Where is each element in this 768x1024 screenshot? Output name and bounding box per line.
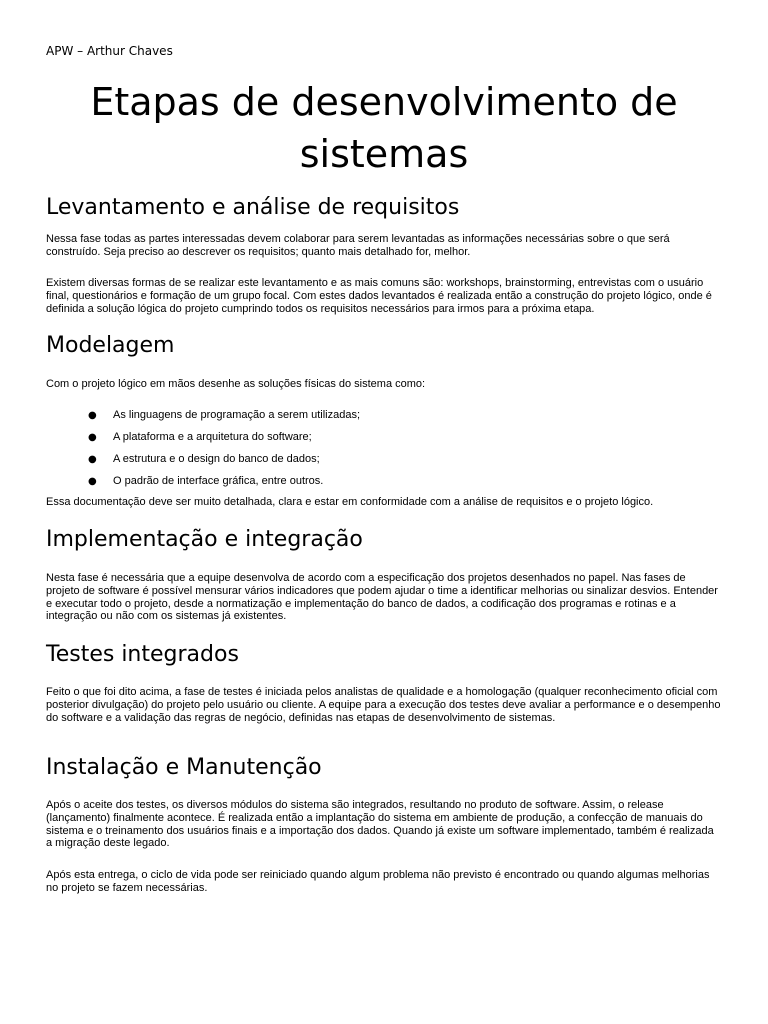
- bullet-list: [46, 409, 722, 497]
- list-item-text: As linguagens de programação a serem utilizadas;: [113, 409, 361, 421]
- bullet-icon: ●: [88, 410, 97, 421]
- paragraph: Após esta entrega, o ciclo de vida pode ser reiniciado quando algum problema não previsto é encontrado ou quando algumas melhorias no projeto se fazem necessárias.: [46, 869, 710, 894]
- list-item-text: A plataforma e a arquitetura do software;: [113, 431, 312, 443]
- section-heading-modelagem: Modelagem: [46, 333, 175, 358]
- bullet-icon: ●: [88, 454, 97, 465]
- paragraph: Feito o que foi dito acima, a fase de testes é iniciada pelos analistas de qualidade e a homologação (qualquer reconhecimento oficial com posterior divulgação) do projeto pelo usuário ou cliente. A equipe para a execução dos testes deve avaliar a performance e o desempenho do software e a validação das regras de negócio, definidas nas etapas de desenvolvimento de sistemas.: [46, 686, 721, 724]
- document-header: APW – Arthur Chaves: [46, 44, 173, 58]
- section-heading-requisitos: Levantamento e análise de requisitos: [46, 195, 460, 220]
- document-title: Etapas de desenvolvimento de sistemas: [90, 80, 678, 176]
- paragraph: Após o aceite dos testes, os diversos módulos do sistema são integrados, resultando no produto de software. Assim, o release (lançamento) finalmente acontece. É realizada então a implantação do sistema em ambiente de produção, a confecção de manuais do sistema e o treinamento dos usuários finais e a importação dos dados. Quando já existe um software implementado, também é realizada a migração deste legado.: [46, 799, 714, 850]
- list-item: [46, 431, 722, 453]
- section-heading-testes: Testes integrados: [46, 642, 239, 667]
- paragraph: Com o projeto lógico em mãos desenhe as soluções físicas do sistema como:: [46, 378, 426, 390]
- paragraph: Existem diversas formas de se realizar este levantamento e as mais comuns são: workshops, brainstorming, entrevistas com o usuário final, questionários e formação de um grupo focal. Com estes dados levantados é realizada então a construção do projeto lógico, onde é definida a solução lógica do projeto cumprindo todos os requisitos necessários para irmos para a próxima etapa.: [46, 277, 712, 315]
- paragraph: Nessa fase todas as partes interessadas devem colaborar para serem levantadas as informações necessárias sobre o que será construído. Seja preciso ao descrever os requisitos; quanto mais detalhado for, melhor.: [46, 233, 670, 258]
- paragraph: Essa documentação deve ser muito detalhada, clara e estar em conformidade com a análise de requisitos e o projeto lógico.: [46, 496, 654, 508]
- list-item-text: O padrão de interface gráfica, entre outros.: [113, 475, 324, 487]
- list-item: [46, 409, 722, 431]
- list-item: [46, 453, 722, 475]
- bullet-icon: ●: [88, 432, 97, 443]
- bullet-icon: ●: [88, 476, 97, 487]
- paragraph: Nesta fase é necessária que a equipe desenvolva de acordo com a especificação dos projetos desenhados no papel. Nas fases de projeto de software é possível mensurar vários indicadores que podem ajudar o time a identificar melhorias ou sinalizar desvios. Entender e executar todo o projeto, desde a normatização e implementação do banco de dados, a codificação dos programas e rotinas e a integração ou não com os sistemas já existentes.: [46, 572, 718, 623]
- section-heading-instalacao: Instalação e Manutenção: [46, 755, 322, 780]
- section-heading-implementacao: Implementação e integração: [46, 527, 363, 552]
- list-item-text: A estrutura e o design do banco de dados;: [113, 453, 320, 465]
- list-item: [46, 475, 722, 497]
